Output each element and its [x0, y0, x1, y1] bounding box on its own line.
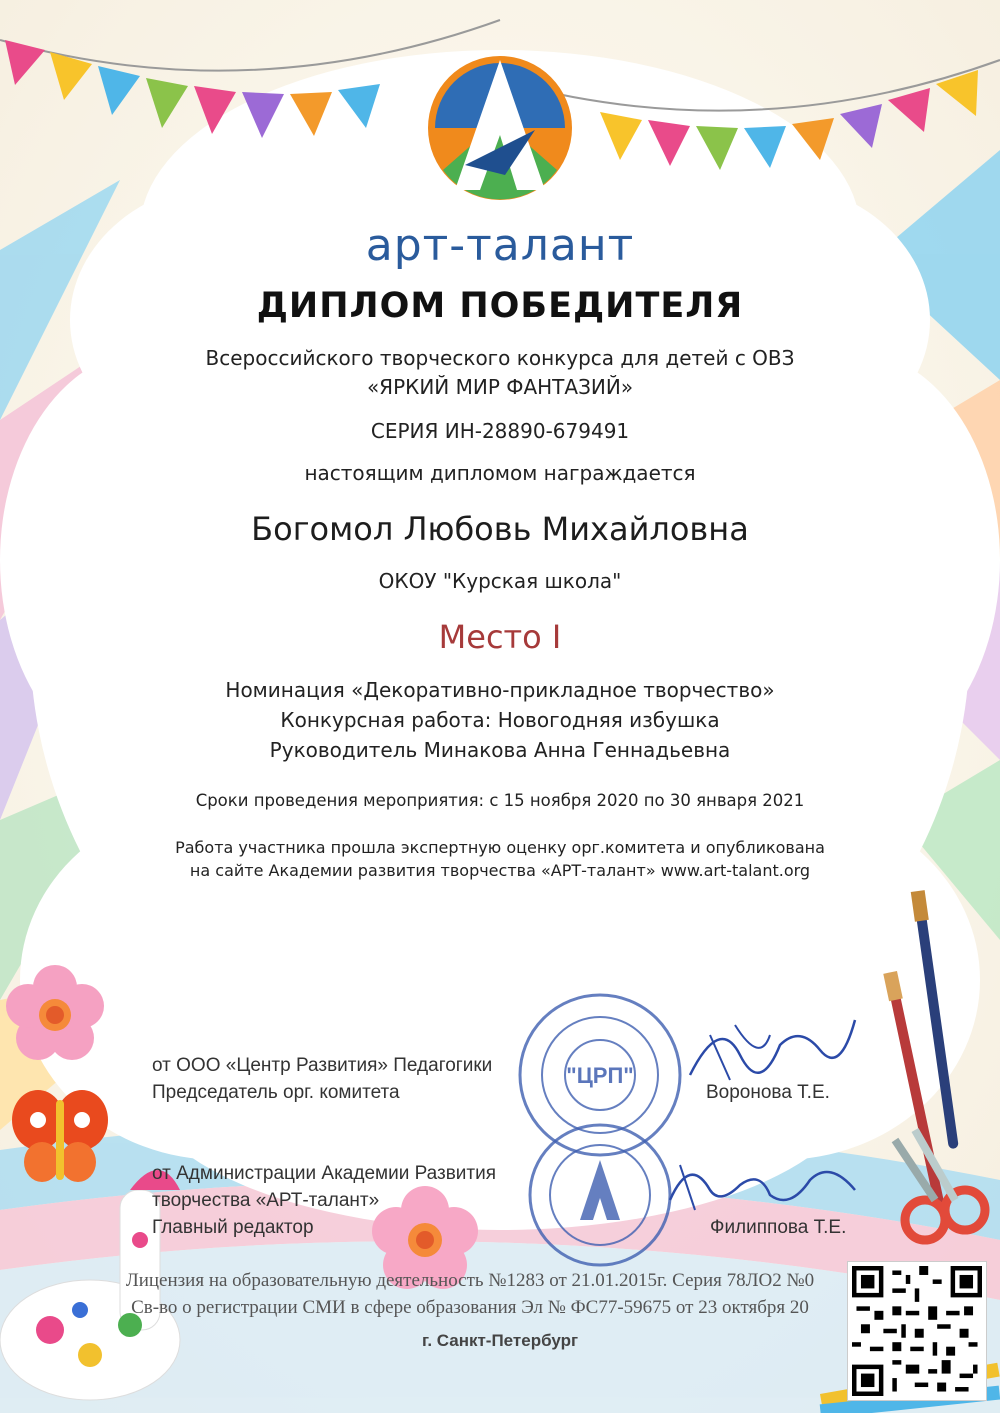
note-line-1: Работа участника прошла экспертную оценку орг.комитета и опубликована [175, 838, 825, 857]
license-line-2: Св-во о регистрации СМИ в сфере образования Эл № ФС77-59675 от 23 октября 20 [131, 1297, 809, 1318]
org1-line-1: от ООО «Центр Развития» Педагогики [152, 1055, 493, 1076]
qr-code[interactable] [848, 1262, 986, 1400]
leader-name: Руководитель Минакова Анна Геннадьевна [269, 738, 731, 762]
org1-signer: Воронова Т.Е. [706, 1082, 830, 1103]
contest-line-2: «ЯРКИЙ МИР ФАНТАЗИЙ» [366, 375, 634, 399]
nomination: Номинация «Декоративно-прикладное творчество» [225, 678, 775, 702]
signature-filippova [660, 1150, 860, 1220]
org2-line-3: Главный редактор [152, 1217, 314, 1238]
diploma-title: ДИПЛОМ ПОБЕДИТЕЛЯ [256, 286, 744, 326]
logo-text: арт-талант [365, 220, 635, 271]
stamp-center-text: "ЦРП" [566, 1063, 634, 1088]
place-award: Место I [438, 618, 562, 656]
org2-signer: Филиппова Т.Е. [710, 1217, 847, 1238]
competition-work: Конкурсная работа: Новогодняя избушка [280, 708, 720, 732]
school-name: ОКОУ "Курская школа" [378, 569, 622, 593]
signature-voronova [680, 1005, 860, 1095]
note-line-2: на сайте Академии развития творчества «АРТ-талант» www.art-talant.org [189, 861, 811, 880]
contest-line-1: Всероссийского творческого конкурса для детей с ОВЗ [205, 346, 795, 370]
butterfly-decoration [12, 1090, 108, 1182]
org2-line-1: от Администрации Академии Развития [152, 1163, 497, 1184]
art-talant-logo-icon [425, 50, 575, 210]
awarded-text: настоящим дипломом награждается [304, 461, 696, 485]
recipient-name: Богомол Любовь Михайловна [251, 510, 749, 548]
org2-line-2: творчества «АРТ-талант» [152, 1190, 380, 1211]
city: г. Санкт-Петербург [421, 1331, 579, 1350]
academy-stamp [525, 1120, 675, 1270]
org1-line-2: Председатель орг. комитета [152, 1082, 400, 1103]
license-line-1: Лицензия на образовательную деятельность №1283 от 21.01.2015г. Серия 78ЛО2 №0 [125, 1270, 815, 1291]
series-number: СЕРИЯ ИН-28890-679491 [370, 419, 630, 443]
event-dates: Сроки проведения мероприятия: с 15 ноября 2020 по 30 января 2021 [195, 791, 805, 810]
